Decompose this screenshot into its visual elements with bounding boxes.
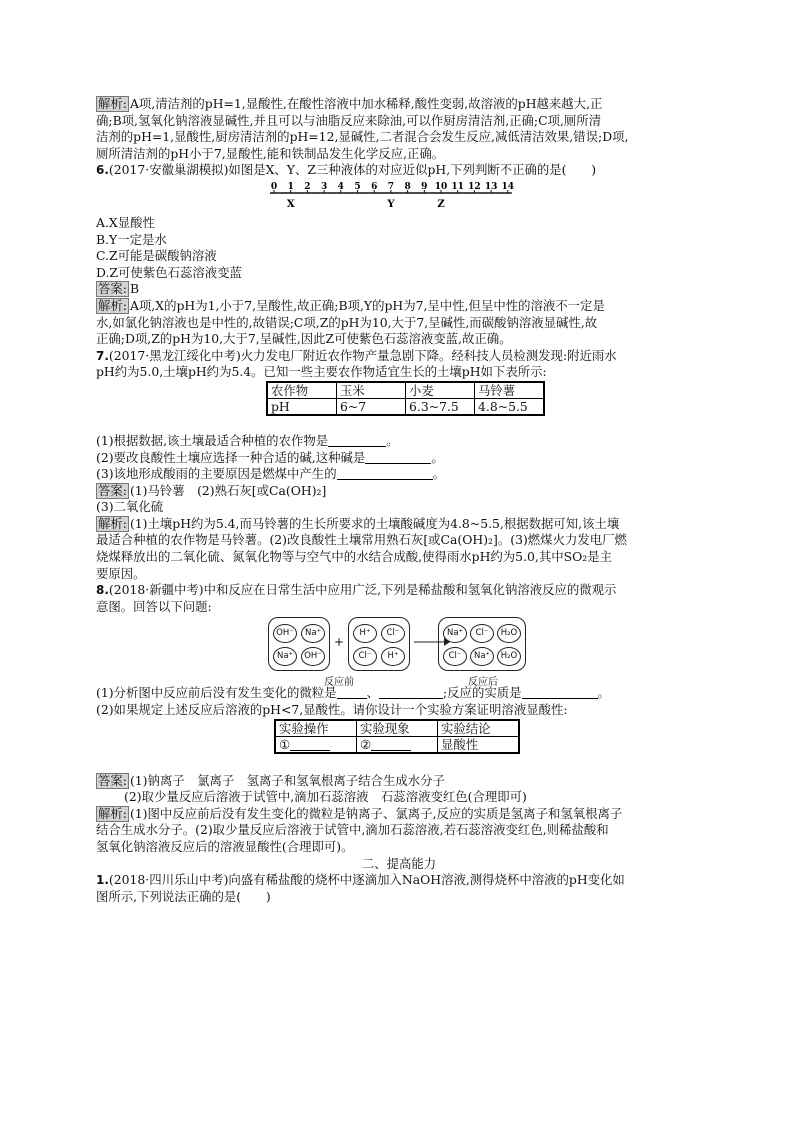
table-row: [267, 382, 544, 399]
answer-line: 答案: (1)钠离子 氯离子 氢离子和氢氧根离子结合生成水分子: [98, 772, 445, 788]
analysis-line: 解析: A项,清洁剂的pH=1,显酸性,在酸性溶液中加水稀释,酸性变弱,故溶液的pH越来越大,正: [98, 96, 603, 111]
question-1-stem-2: 图所示,下列说法正确的是( ): [96, 888, 271, 904]
tick-label: 9: [421, 181, 428, 192]
question-6-stem: 6.(2017·安徽巢湖模拟)如图是X、Y、Z三种液体的对应近似pH,下列判断不正确的是( ): [96, 162, 597, 178]
analysis-line: 要原因。: [96, 565, 146, 581]
table-cell: 农作物: [267, 382, 337, 399]
answer-tag: 答案:: [98, 281, 127, 297]
table-row: [275, 736, 519, 753]
ion: Cl⁻: [353, 647, 377, 666]
tick-label: 6: [371, 181, 378, 192]
question-8-stem-2: 意图。回答以下问题:: [96, 598, 212, 614]
tick-label: 4: [337, 181, 344, 192]
table-cell: 6.3~7.5: [406, 398, 475, 415]
tick-label: 12: [468, 181, 481, 192]
table-cell: 实验操作: [275, 720, 357, 737]
answer-blank[interactable]: [337, 467, 433, 480]
marker-label: Y: [387, 198, 395, 210]
box-products: [438, 617, 526, 671]
analysis-line: 烧煤释放出的二氧化硫、氮氧化物等与空气中的水结合成酸,使得雨水pH约为5.0,其中SO₂是主: [96, 549, 612, 565]
ion: OH⁻: [301, 647, 325, 666]
ph-scale-svg: [96, 179, 702, 215]
option-d: D.Z可使紫色石蕊溶液变蓝: [96, 264, 242, 280]
crop-ph-table-wrap: [96, 381, 702, 421]
ion: Cl⁻: [381, 624, 405, 643]
analysis-tag: 解析:: [98, 96, 127, 111]
question-1-stem: 1.(2018·四川乐山中考)向盛有稀盐酸的烧杯中逐滴加入NaOH溶液,测得烧杯中溶液的pH变化如: [96, 872, 625, 888]
caption-before: 反应前: [324, 677, 354, 689]
ion: Na⁺: [273, 647, 297, 666]
answer-blank[interactable]: [371, 739, 411, 751]
analysis-line: 结合生成水分子。(2)取少量反应后溶液于试管中,滴加石蕊溶液,若石蕊溶液变红色,则稀盐酸和: [96, 822, 609, 838]
tick-label: 13: [484, 181, 498, 192]
table-cell: 实验现象: [357, 720, 438, 737]
experiment-table-wrap: [96, 719, 702, 759]
tick-label: 5: [354, 181, 361, 192]
question-7-sub-1: (1)根据数据,该土壤最适合种植的农作物是 。: [96, 432, 399, 448]
ion: H⁺: [353, 624, 377, 643]
ion: Cl⁻: [470, 624, 494, 643]
table-cell[interactable]: ②: [357, 736, 438, 753]
table-row: [275, 720, 519, 737]
analysis-tag: 解析:: [98, 515, 127, 531]
marker-label: X: [286, 198, 295, 210]
question-8-sub-2: (2)如果规定上述反应后溶液的pH<7,显酸性。请你设计一个实验方案证明溶液显酸性:: [96, 702, 568, 718]
analysis-line: 确;B项,氢氧化钠溶液显碱性,并且可以与油脂反应来除油,可以作厨房清洁剂,正确;C项,厕所清: [96, 112, 602, 128]
tick-label: 11: [451, 181, 464, 192]
answer-line: 答案: B: [98, 281, 140, 297]
analysis-line: 最适合种植的农作物是马铃薯。(2)改良酸性土壤常用熟石灰[或Ca(OH)₂]。(3)燃煤火力发电厂燃: [96, 532, 627, 548]
analysis-line: 氢氧化钠溶液反应后的溶液显酸性(合理即可)。: [96, 839, 354, 854]
analysis-line: 正确;D项,Z的pH为10,大于7,呈碱性,因此Z可使紫色石蕊溶液变蓝,故正确。: [96, 331, 512, 347]
ion: OH⁻: [273, 624, 297, 643]
analysis-line: 洁剂的pH=1,显酸性,厨房清洁剂的pH=12,显碱性,二者混合会发生反应,减低清洁效果,错误;D项,: [96, 129, 629, 145]
question-8-stem: 8.(2018·新疆中考)中和反应在日常生活中应用广泛,下列是稀盐酸和氢氧化钠溶液反应的微观示: [96, 582, 617, 598]
table-cell: pH: [267, 398, 337, 415]
plus-sign: +: [334, 635, 345, 650]
question-7-sub-3: (3)该地形成酸雨的主要原因是燃煤中产生的 。: [96, 466, 445, 482]
option-a: A.X显酸性: [96, 214, 155, 230]
ion: H₂O: [497, 647, 521, 666]
analysis-tag: 解析:: [98, 297, 127, 313]
table-cell: 小麦: [406, 382, 475, 399]
answer-blank[interactable]: [328, 434, 386, 447]
question-7-stem-2: pH约为5.0,土壤pH约为5.4。已知一些主要农作物适宜生长的土壤pH如下表所示:: [96, 364, 547, 380]
option-b: B.Y一定是水: [96, 231, 167, 247]
section-title: 二、提高能力: [361, 855, 437, 871]
tick-label: 14: [501, 181, 515, 192]
table-cell: 马铃薯: [475, 382, 545, 399]
ion: Na⁺: [301, 624, 325, 643]
analysis-tag: 解析:: [98, 805, 127, 821]
table-cell: 显酸性: [438, 736, 520, 753]
caption-after: 反应后: [468, 677, 498, 689]
answer-blank[interactable]: [379, 686, 443, 699]
table-cell[interactable]: ①: [275, 736, 357, 753]
question-7-sub-2: (2)要改良酸性土壤应选择一种合适的碱,这种碱是 。: [96, 449, 444, 465]
crop-ph-table: [266, 381, 545, 416]
analysis-line: 解析: (1)土壤pH约为5.4,而马铃薯的生长所要求的土壤酸碱度为4.8~5.5,根据数据可知,该土壤: [98, 515, 620, 531]
box-naoh: [268, 617, 330, 671]
box-hcl: [348, 617, 410, 671]
experiment-table: [274, 719, 520, 754]
ph-number-line: [96, 179, 702, 215]
ion: H₂O: [497, 624, 521, 643]
answer-blank[interactable]: [290, 739, 330, 751]
answer-blank[interactable]: [365, 451, 431, 464]
analysis-line: 解析: (1)图中反应前后没有发生变化的微粒是钠离子、氯离子,反应的实质是氢离子和氢氧根离子: [98, 805, 623, 821]
question-8-sub-1: (1)分析图中反应前后没有发生变化的微粒是 、 ;反应的实质是 。: [96, 685, 610, 701]
ion: Cl⁻: [443, 647, 467, 666]
answer-line-2: (2)取少量反应后溶液于试管中,滴加石蕊溶液 石蕊溶液变红色(合理即可): [124, 789, 527, 805]
tick-label: 0: [270, 181, 278, 192]
option-c: C.Z可能是碳酸钠溶液: [96, 248, 217, 264]
ion: H⁺: [381, 647, 405, 666]
analysis-line: 解析: A项,X的pH为1,小于7,呈酸性,故正确;B项,Y的pH为7,呈中性,但呈中性的溶液不一定是: [98, 297, 605, 313]
reaction-diagram: [96, 615, 702, 689]
answer-line-2: (3)二氧化硫: [96, 499, 164, 515]
table-cell: 玉米: [337, 382, 406, 399]
tick-label: 10: [434, 181, 448, 192]
answer-blank[interactable]: [522, 686, 598, 699]
tick-label: 7: [387, 181, 395, 192]
question-7-stem: 7.(2017·黑龙江绥化中考)火力发电厂附近农作物产量急剧下降。经科技人员检测发现:附近雨水: [96, 347, 617, 363]
table-row: [267, 398, 544, 415]
analysis-line: 水,如氯化钠溶液也是中性的,故错误;C项,Z的pH为10,大于7,呈碱性,而碳酸钠溶液显碱性,故: [96, 314, 598, 330]
marker-label: Z: [437, 198, 445, 210]
document-page: [96, 96, 702, 905]
analysis-line: 厕所清洁剂的pH小于7,显酸性,能和铁制品发生化学反应,正确。: [96, 145, 445, 161]
tick-label: 3: [320, 181, 328, 192]
tick-label: 8: [404, 181, 411, 192]
table-cell: 6~7: [337, 398, 406, 415]
answer-tag: 答案:: [98, 482, 127, 498]
tick-label: 2: [304, 181, 311, 192]
answer-tag: 答案:: [98, 772, 127, 788]
ion: Na⁺: [443, 624, 467, 643]
ion: Na⁺: [470, 647, 494, 666]
table-cell: 实验结论: [438, 720, 520, 737]
answer-line: 答案: (1)马铃薯 (2)熟石灰[或Ca(OH)₂]: [98, 482, 327, 498]
table-cell: 4.8~5.5: [475, 398, 545, 415]
tick-label: 1: [287, 181, 294, 192]
